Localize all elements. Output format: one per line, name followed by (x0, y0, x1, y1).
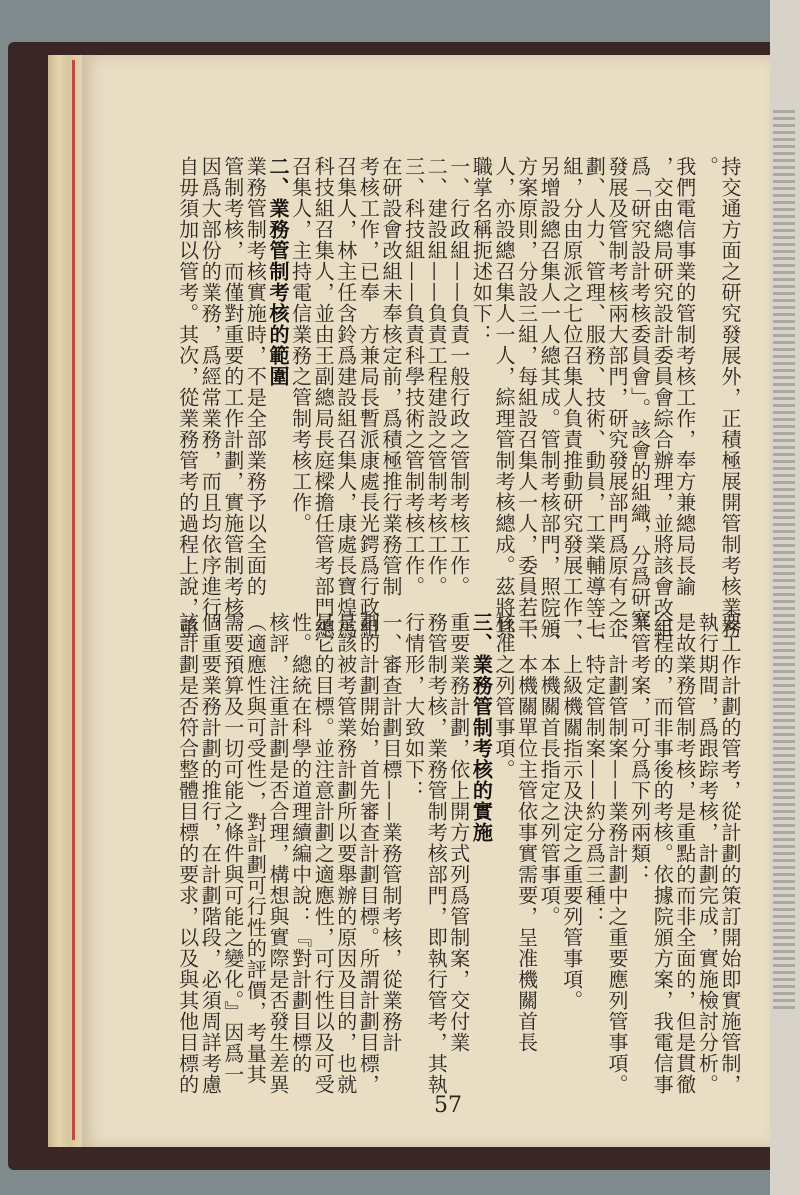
text-column: 召集人，主持電信業務之管制考核工作。 (288, 156, 313, 534)
text-column: 組，分由原派之七位召集人負責推動研究發展工作， (559, 156, 584, 639)
text-column: 執行期間，爲跟踪考核，計劃完成，實施檢討分析。 (695, 612, 720, 1095)
text-column: 個重要業務計劃的推行，在計劃階段，必須周詳考慮 (198, 612, 223, 1095)
text-column: 管制考核，而僅對重要的工作計劃，實施管制考核。 (220, 156, 245, 639)
text-column: 一、行政組——負責一般行政之管制考核工作。 (446, 156, 471, 597)
text-column: 爲「研究設計考核委員會」。該會的組織，分爲研究 (627, 156, 652, 629)
text-column: 方案原則，分設三組，每組設召集人一人，委員若干 (514, 156, 539, 639)
text-column: 三、本機關單位主管依事實需要，呈准機關首長 (514, 612, 539, 1053)
bookmark-ribbon (72, 60, 75, 1140)
text-column: 二、建設組——負責工程建設之管制考核工作。 (424, 156, 449, 597)
text-column: 是故業務管制考核，是重點的而非全面的，但是貫徹 (672, 612, 697, 1095)
text-column: 另增設總召集人一人總其成。管制考核部門，照院頒 (537, 156, 562, 639)
text-column: 業務管制考核實施時，不是全部業務予以全面的 (243, 156, 268, 597)
text-column: 自毋須加以管考。其次，從業務管考的過程上說，重 (175, 156, 200, 639)
text-column: 一、計劃管制案——業務計劃中之重要應列管事項。 (605, 612, 629, 1095)
text-column: 核准之列管事項。 (492, 612, 516, 780)
page-edges (48, 55, 84, 1147)
text-column: ，交由總局研究設計委員會綜合辦理，並將該會改組 (650, 156, 675, 639)
text-column: 行情形，大致如下： (401, 612, 426, 801)
text-column: 一、審查計劃目標——業務管制考核，從業務計 (379, 612, 403, 1053)
text-column: 全程的，而非事後的考核。依據院頒方案，我電信事 (650, 612, 675, 1095)
text-column: 務管制考核，業務管制考核部門，即執行管考，其執 (424, 612, 449, 1095)
text-column: 二、本機關首長指定之列管事項。 (537, 612, 562, 927)
page-number: 57 (434, 1093, 462, 1118)
text-column: 職掌名稱扼述如下： (469, 156, 494, 345)
text-column: 是它的目標。並注意計劃之適應性，可行性以及可受 (311, 612, 336, 1095)
text-column: 在研設會改組未奉核定前，爲積極推行業務管制 (379, 156, 403, 597)
section-heading: 三、業務管制考核的實施 (469, 612, 494, 843)
text-column: 是該被考管業務計劃所以要舉辦的原因及目的，也就 (333, 612, 358, 1095)
text-column: 科技組召集人，並由王副總局長庭樑擔任管考部門總 (311, 156, 336, 639)
text-column: 核評，注重計劃是否合理，構想與實際是否發生差異 (266, 612, 290, 1095)
text-column: 重要業務計劃，依上開方式列爲管制案，交付業 (446, 612, 471, 1053)
text-column: 劃、人力、管理、服務、技術、動員，工業輔導等七 (582, 156, 607, 639)
text-column: 劃的計劃開始，首先審查計劃目標。所謂計劃目標， (356, 612, 381, 1095)
section-heading: 二、業務管制考核的範圍 (266, 156, 290, 387)
text-column: 性。總統在科學的道理續編中說：『對計劃目標的 (288, 612, 313, 1074)
text-column: 需要預算及一切可能之條件與可能之變化。』因爲一 (220, 612, 245, 1085)
text-column: （適應性與可受性），對計劃可行性的評價，考量其 (243, 612, 268, 1085)
text-column: 持交通方面之研究發展外，正積極展開管制考核業務 (718, 156, 742, 639)
text-column: 業管考案，可分爲下列兩類： (627, 612, 652, 885)
text-column: 召集人，林主任含鈴爲建設組召集人，康處長寶煌爲 (333, 156, 358, 639)
text-column: 我們電信事業的管制考核工作，奉方兼總局長諭 (672, 156, 697, 597)
text-column: 二、特定管制案——約分爲三種： (582, 612, 607, 927)
text-column: 一、上級機關指示及決定之重要列管事項。 (559, 612, 584, 1011)
text-column: 人，亦設總召集人一人，綜理管制考核總成。茲將其 (492, 156, 516, 639)
text-column: 。 (695, 156, 720, 177)
text-column: 考核工作，已奉 方兼局長暫派康處長光鍔爲行政組 (356, 156, 381, 639)
text-column: 該計劃是否符合整體目標的要求，以及與其他目標的 (175, 612, 200, 1095)
text-column: 要工作計劃的管考，從計劃的策訂開始即實施管制， (718, 612, 742, 1095)
text-column: 三、科技組——負責科學技術之管制考核工作。 (401, 156, 426, 597)
adjacent-page (770, 0, 800, 1195)
text-column: 因爲大部份的業務，爲經常業務，而且均依序進行， (198, 156, 223, 639)
text-column: 發展及管制考核兩大部門，研究發展部門爲原有之企 (605, 156, 629, 639)
